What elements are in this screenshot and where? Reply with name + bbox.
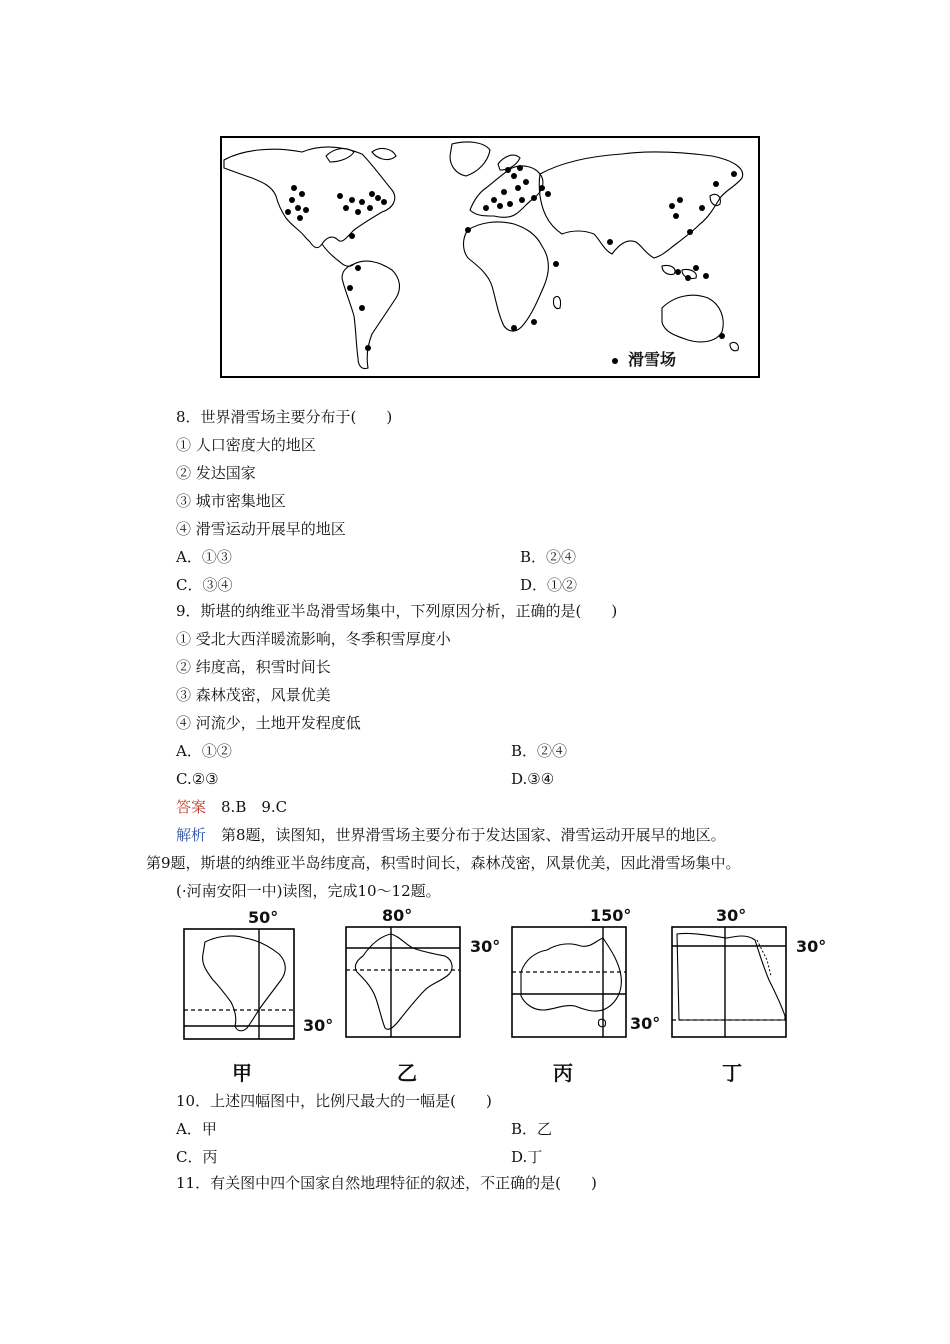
ski-resort-dot <box>381 199 387 205</box>
q8-stem: 8．世界滑雪场主要分布于( ) <box>176 408 393 426</box>
map-jia-caption: 甲 <box>232 1061 252 1085</box>
ski-resort-dot <box>553 261 559 267</box>
ski-resort-dot <box>303 207 309 213</box>
q9-option-b: B．②④ <box>511 742 568 760</box>
map-ding <box>671 926 787 1038</box>
ski-resort-dot <box>507 201 513 207</box>
ski-resort-dot <box>531 319 537 325</box>
ski-resort-dot <box>347 285 353 291</box>
ski-resort-dot <box>693 265 699 271</box>
ski-resort-dot <box>369 191 375 197</box>
ski-resort-dot <box>465 227 471 233</box>
ski-resort-dot <box>523 179 529 185</box>
q8-item-1: ① 人口密度大的地区 <box>176 436 316 454</box>
map-bing-caption: 丙 <box>553 1061 573 1085</box>
ski-resort-dot <box>359 305 365 311</box>
ski-resort-dot <box>519 197 525 203</box>
map-bing-lat: 30° <box>630 1014 661 1033</box>
q10-option-b: B．乙 <box>511 1120 553 1138</box>
q9-item-3: ③ 森林茂密，风景优美 <box>176 686 331 704</box>
answer-line <box>176 797 287 817</box>
q8-option-c: C．③④ <box>176 576 233 594</box>
world-ski-map <box>220 136 760 378</box>
map-jia-lon: 50° <box>248 908 279 927</box>
map-yi-caption: 乙 <box>397 1061 417 1085</box>
ski-resort-dot <box>511 325 517 331</box>
map-ding-lat: 30° <box>796 937 827 956</box>
answer-label: 答案 <box>176 798 207 816</box>
ski-resort-dot <box>677 197 683 203</box>
ski-resort-dot <box>515 185 521 191</box>
ski-resort-dot <box>491 197 497 203</box>
q9-option-d: D.③④ <box>511 770 555 788</box>
map-legend <box>612 347 676 370</box>
q11-stem: 11．有关图中四个国家自然地理特征的叙述，不正确的是( ) <box>176 1174 597 1192</box>
ski-resort-dot <box>359 199 365 205</box>
ski-resort-dot <box>299 191 305 197</box>
ski-resort-dot <box>365 345 371 351</box>
ski-resort-dot <box>349 197 355 203</box>
ski-resort-dot <box>699 205 705 211</box>
map-yi-lat: 30° <box>470 937 501 956</box>
ski-resort-dot <box>703 273 709 279</box>
ski-resort-dot <box>607 239 613 245</box>
map-bing-lon: 150° <box>590 906 632 925</box>
ski-resort-dot <box>289 197 295 203</box>
ski-resort-dot <box>285 209 291 215</box>
map-yi-lon: 80° <box>382 906 413 925</box>
ski-resort-dot <box>675 269 681 275</box>
ski-resort-dot <box>685 275 691 281</box>
analysis-label: 解析 <box>176 826 207 844</box>
ski-resort-dot <box>511 173 517 179</box>
map-ding-caption: 丁 <box>722 1061 742 1085</box>
ski-resort-dot <box>501 189 507 195</box>
q9-item-2: ② 纬度高，积雪时间长 <box>176 658 331 676</box>
q8-option-a: A．①③ <box>176 548 232 566</box>
intro-10-12: (·河南安阳一中)读图，完成10～12题。 <box>176 882 441 900</box>
map-ding-lon: 30° <box>716 906 747 925</box>
analysis-text-1: 第8题，读图知，世界滑雪场主要分布于发达国家、滑雪运动开展早的地区。 <box>206 826 726 844</box>
ski-resort-dot-icon <box>612 358 618 364</box>
q8-option-b: B．②④ <box>520 548 577 566</box>
legend-label: 滑雪场 <box>627 350 676 369</box>
map-jia-lat: 30° <box>303 1016 334 1035</box>
q8-option-d: D．①② <box>520 576 578 594</box>
ski-resort-dot <box>545 191 551 197</box>
analysis-line-1 <box>176 825 726 845</box>
q9-option-c: C.②③ <box>176 770 219 788</box>
q9-item-1: ① 受北大西洋暖流影响，冬季积雪厚度小 <box>176 630 451 648</box>
ski-resort-dot <box>349 233 355 239</box>
ski-resort-dot <box>337 193 343 199</box>
q10-option-d: D.丁 <box>511 1148 543 1166</box>
ski-resort-dot <box>367 205 373 211</box>
ski-resort-dot <box>517 165 523 171</box>
q10-option-c: C．丙 <box>176 1148 218 1166</box>
ski-resort-dot <box>343 205 349 211</box>
q9-stem: 9．斯堪的纳维亚半岛滑雪场集中，下列原因分析，正确的是( ) <box>176 602 618 620</box>
analysis-line-2: 第9题，斯堪的纳维亚半岛纬度高，积雪时间长，森林茂密，风景优美，因此滑雪场集中。 <box>146 854 741 872</box>
map-bing <box>511 926 627 1038</box>
q10-option-a: A．甲 <box>176 1120 217 1138</box>
ski-resort-dot <box>295 205 301 211</box>
ski-resort-dot <box>291 185 297 191</box>
ski-resort-dot <box>497 203 503 209</box>
answer-text: 8.B 9.C <box>206 798 288 816</box>
ski-resort-dot <box>713 181 719 187</box>
ski-resort-dot <box>297 215 303 221</box>
q8-item-4: ④ 滑雪运动开展早的地区 <box>176 520 346 538</box>
q9-option-a: A．①② <box>176 742 232 760</box>
q9-item-4: ④ 河流少，土地开发程度低 <box>176 714 361 732</box>
ski-resort-dot <box>531 195 537 201</box>
ski-resort-dot <box>719 333 725 339</box>
q10-stem: 10．上述四幅图中，比例尺最大的一幅是( ) <box>176 1092 492 1110</box>
ski-resort-dot <box>687 229 693 235</box>
ski-resort-dot <box>669 203 675 209</box>
ski-resort-dot <box>375 195 381 201</box>
map-jia <box>183 928 295 1040</box>
ski-resort-dot <box>673 213 679 219</box>
ski-resort-dot <box>539 185 545 191</box>
ski-resort-dot <box>355 209 361 215</box>
map-yi <box>345 926 461 1038</box>
ski-dots <box>285 165 737 351</box>
ski-resort-dot <box>483 205 489 211</box>
ski-resort-dot <box>731 171 737 177</box>
q8-item-3: ③ 城市密集地区 <box>176 492 286 510</box>
world-map-outline <box>222 138 758 376</box>
ski-resort-dot <box>355 265 361 271</box>
q8-item-2: ② 发达国家 <box>176 464 256 482</box>
ski-resort-dot <box>505 167 511 173</box>
